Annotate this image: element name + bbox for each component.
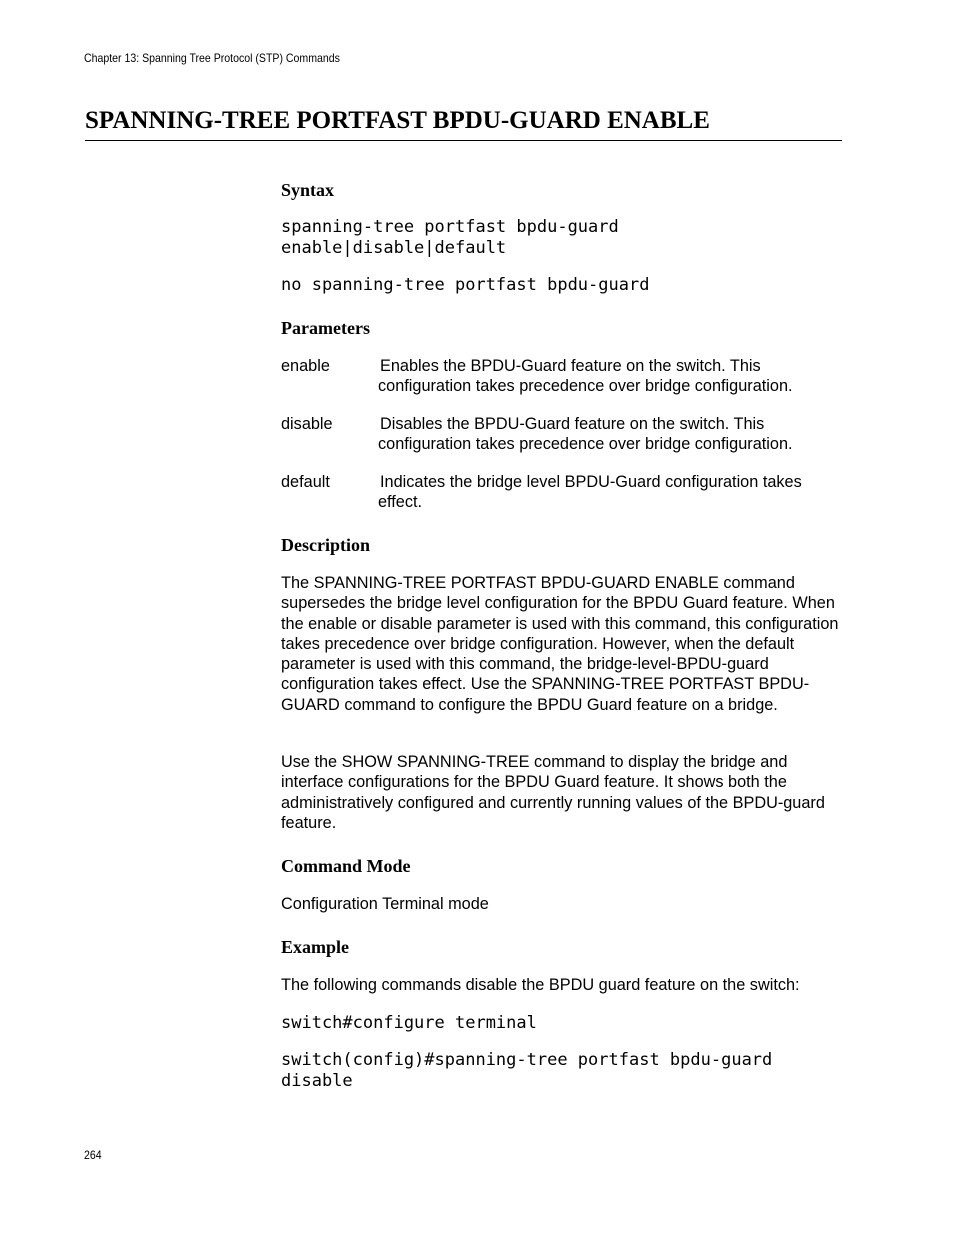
page-title: SPANNING-TREE PORTFAST BPDU-GUARD ENABLE: [85, 107, 710, 134]
parameter-description: Indicates the bridge level BPDU-Guard configuration takes effect.: [378, 473, 802, 512]
parameters-heading: Parameters: [281, 318, 370, 338]
description-paragraph-1: The SPANNING-TREE PORTFAST BPDU-GUARD ENABLE command supersedes the bridge level configuration for the BPDU Guard feature. When the enable or disable parameter is used with this command, this configuration takes precedence over bridge configuration. However, when the default parameter is used with this command, the bridge-level-BPDU-guard configuration takes effect. Use the SPANNING-TREE PORTFAST BPDU-GUARD command to configure the BPDU Guard feature on a bridge.: [281, 574, 839, 714]
description-heading: Description: [281, 535, 370, 555]
example-command-1: switch#configure terminal: [281, 1013, 537, 1033]
parameter-description: Enables the BPDU-Guard feature on the switch. This configuration takes precedence over bridge configuration.: [378, 357, 793, 396]
parameter-description: Disables the BPDU-Guard feature on the switch. This configuration takes precedence over bridge configuration.: [378, 415, 793, 454]
command-mode-heading: Command Mode: [281, 856, 411, 876]
parameter-name: disable: [281, 415, 333, 433]
parameter-name: enable: [281, 357, 330, 375]
example-command-2-line-2: disable: [281, 1071, 353, 1091]
syntax-no-form: no spanning-tree portfast bpdu-guard: [281, 275, 650, 295]
syntax-heading: Syntax: [281, 180, 335, 200]
parameter-name: default: [281, 473, 330, 491]
description-paragraph-2: Use the SHOW SPANNING-TREE command to display the bridge and interface configurations for the BPDU Guard feature. It shows both the administratively configured and currently running values of the BPDU-guard feature.: [281, 753, 825, 832]
example-heading: Example: [281, 937, 350, 957]
running-header: Chapter 13: Spanning Tree Protocol (STP) Commands: [84, 51, 340, 65]
syntax-command-line-2: enable|disable|default: [281, 238, 507, 258]
page-number: 264: [84, 1148, 102, 1162]
example-intro: The following commands disable the BPDU guard feature on the switch:: [281, 976, 800, 994]
example-command-2-line-1: switch(config)#spanning-tree portfast bpdu-guard: [281, 1050, 773, 1070]
title-rule: [85, 140, 842, 141]
command-mode-text: Configuration Terminal mode: [281, 895, 489, 913]
syntax-command-line-1: spanning-tree portfast bpdu-guard: [281, 217, 619, 237]
